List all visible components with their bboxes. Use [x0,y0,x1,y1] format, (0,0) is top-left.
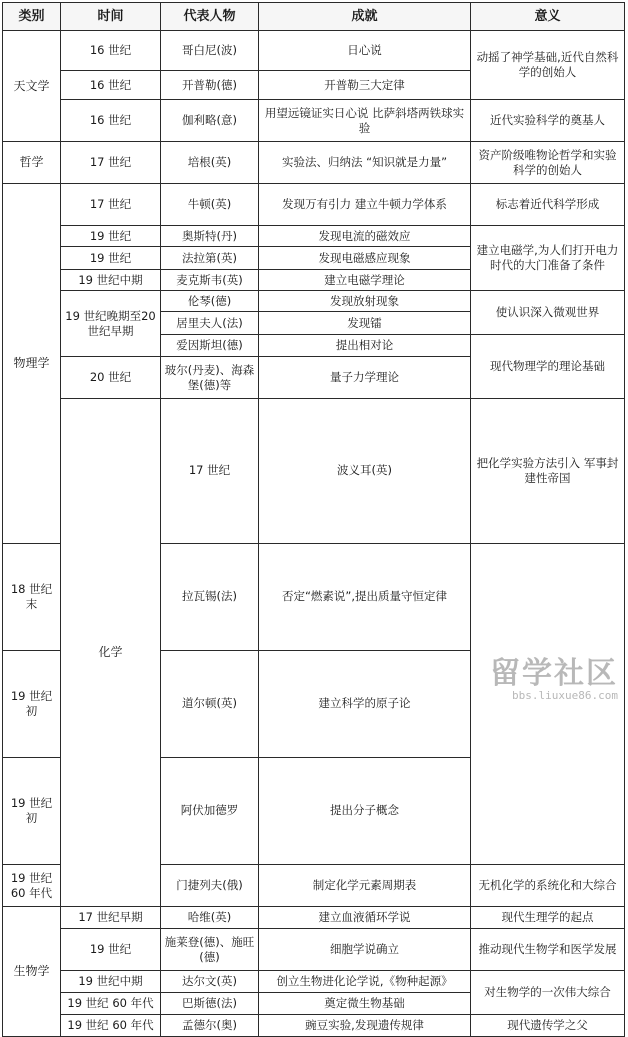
time-cell: 18 世纪末 [3,543,61,650]
achievement-cell: 实验法、归纳法 “知识就是力量” [259,142,471,184]
achievement-cell: 发现放射现象 [259,291,471,312]
person-cell: 爱因斯坦(德) [161,335,259,357]
table-row [3,31,625,71]
significance-cell: 现代生理学的起点 [471,907,625,929]
achievement-cell: 建立电磁学理论 [259,270,471,291]
achievement-cell: 发现万有引力 建立牛顿力学体系 [259,184,471,226]
significance-cell: 建立电磁学,为人们打开电力时代的大门准备了条件 [471,226,625,291]
table-row [3,100,625,142]
achievement-cell: 细胞学说确立 [259,929,471,971]
table-row [3,399,625,544]
category-physics: 物理学 [3,184,61,544]
time-cell: 17 世纪 [61,184,161,226]
person-cell: 伦琴(德) [161,291,259,312]
table-row [3,907,625,929]
time-cell: 16 世纪 [61,100,161,142]
achievement-cell: 否定“燃素说”,提出质量守恒定律 [259,543,471,650]
table-row [3,184,625,226]
category-chemistry: 化学 [61,399,161,907]
time-cell: 19 世纪初 [3,757,61,864]
time-cell: 17 世纪早期 [61,907,161,929]
person-cell: 哈维(英) [161,907,259,929]
person-cell: 法拉第(英) [161,247,259,270]
person-cell: 牛顿(英) [161,184,259,226]
achievement-cell: 开普勒三大定律 [259,71,471,100]
person-cell: 拉瓦锡(法) [161,543,259,650]
science-achievements-table [2,2,625,1037]
header-achievement: 成就 [259,3,471,31]
category-philosophy: 哲学 [3,142,61,184]
significance-cell: 现代物理学的理论基础 [471,335,625,399]
person-cell: 道尔顿(英) [161,650,259,757]
watermark-text: 留学社区 [490,656,618,691]
significance-cell: 使认识深入微观世界 [471,291,625,335]
watermark-url: bbs.liuxue86.com [512,689,618,702]
person-cell: 玻尔(丹麦)、海森堡(德)等 [161,357,259,399]
header-person: 代表人物 [161,3,259,31]
time-cell: 19 世纪 60 年代 [61,1015,161,1037]
time-cell: 19 世纪 60 年代 [3,865,61,907]
achievement-cell: 发现电流的磁效应 [259,226,471,247]
header-significance: 意义 [471,3,625,31]
table-row [3,142,625,184]
time-cell: 16 世纪 [61,31,161,71]
table-row [3,291,625,312]
achievement-cell: 日心说 [259,31,471,71]
person-cell: 麦克斯韦(英) [161,270,259,291]
achievement-cell: 制定化学元素周期表 [259,865,471,907]
header-time: 时间 [61,3,161,31]
significance-cell: 动摇了神学基础,近代自然科学的创始人 [471,31,625,100]
person-cell: 奥斯特(丹) [161,226,259,247]
significance-cell: 无机化学的系统化和大综合 [471,865,625,907]
person-cell: 达尔文(英) [161,971,259,993]
time-cell: 19 世纪 [61,929,161,971]
table-row [3,226,625,247]
header-row [3,3,625,31]
time-cell: 19 世纪 60 年代 [61,993,161,1015]
achievement-cell: 豌豆实验,发现遗传规律 [259,1015,471,1037]
person-cell: 居里夫人(法) [161,312,259,335]
history-of-science-table-sheet [2,2,624,1032]
category-astronomy: 天文学 [3,31,61,142]
achievement-cell: 量子力学理论 [259,357,471,399]
table-row [3,1015,625,1037]
person-cell: 巴斯德(法) [161,993,259,1015]
person-cell: 孟德尔(奥) [161,1015,259,1037]
time-cell: 20 世纪 [61,357,161,399]
achievement-cell: 奠定微生物基础 [259,993,471,1015]
person-cell: 开普勒(德) [161,71,259,100]
person-cell: 培根(英) [161,142,259,184]
time-cell: 16 世纪 [61,71,161,100]
achievement-cell: 把化学实验方法引入 军事封建性帝国 [471,399,625,544]
significance-cell: 推动现代生物学和医学发展 [471,929,625,971]
time-cell: 17 世纪 [61,142,161,184]
time-cell: 19 世纪 [61,247,161,270]
table-row [3,929,625,971]
time-cell: 19 世纪中期 [61,270,161,291]
category-biology: 生物学 [3,907,61,1037]
significance-cell: 现代遗传学之父 [471,1015,625,1037]
table-row [3,971,625,993]
time-cell: 19 世纪 [61,226,161,247]
achievement-cell: 建立科学的原子论 [259,650,471,757]
significance-cell: 资产阶级唯物论哲学和实验科学的创始人 [471,142,625,184]
person-cell: 门捷列夫(俄) [161,865,259,907]
time-cell: 19 世纪中期 [61,971,161,993]
time-cell: 19 世纪初 [3,650,61,757]
person-cell: 阿伏加德罗 [161,757,259,864]
achievement-cell: 提出分子概念 [259,757,471,864]
significance-cell: 对生物学的一次伟大综合 [471,971,625,1015]
significance-cell: 标志着近代科学形成 [471,184,625,226]
person-cell: 施莱登(德)、施旺(德) [161,929,259,971]
achievement-cell: 创立生物进化论学说,《物种起源》 [259,971,471,993]
header-category: 类别 [3,3,61,31]
achievement-cell: 建立血液循环学说 [259,907,471,929]
time-cell: 17 世纪 [161,399,259,544]
achievement-cell: 提出相对论 [259,335,471,357]
time-cell: 19 世纪晚期至20 世纪早期 [61,291,161,357]
person-cell: 哥白尼(波) [161,31,259,71]
significance-cell: 近代实验科学的奠基人 [471,100,625,142]
achievement-cell: 发现电磁感应现象 [259,247,471,270]
achievement-cell: 发现镭 [259,312,471,335]
achievement-cell: 用望远镜证实日心说 比萨斜塔两铁球实验 [259,100,471,142]
person-cell: 伽利略(意) [161,100,259,142]
person-cell: 波义耳(英) [259,399,471,544]
